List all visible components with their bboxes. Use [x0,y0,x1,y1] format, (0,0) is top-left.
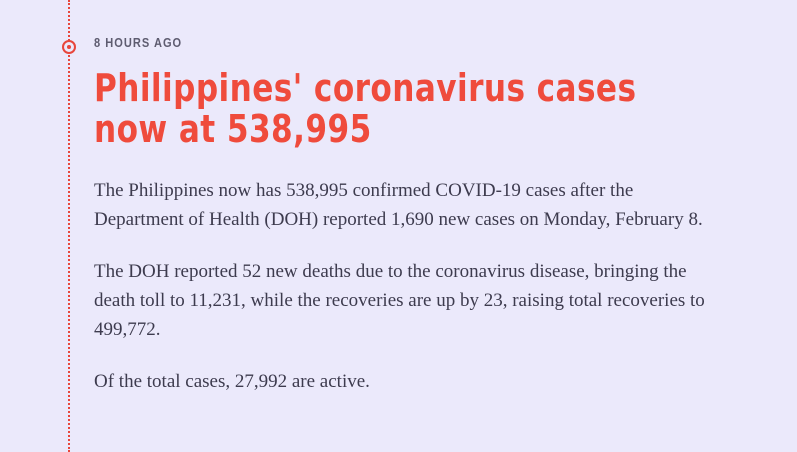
entry-paragraph: The DOH reported 52 new deaths due to the coronavirus disease, bringing the death toll to 11,231, while the recoveries are up by 23, raising total recoveries to 499,772. [94,261,705,340]
timeline-line [68,0,70,452]
timeline-dot-icon [62,40,76,54]
entry-paragraph: The Philippines now has 538,995 confirmed COVID-19 cases after the Department of Health (DOH) reported 1,690 new cases on Monday, February 8. [94,180,703,230]
entry-timestamp: 8 HOURS AGO [94,35,183,50]
entry-headline[interactable]: Philippines' coronavirus cases now at 538,995 [94,66,637,151]
live-update-entry [94,34,734,396]
entry-paragraph: Of the total cases, 27,992 are active. [94,371,370,392]
